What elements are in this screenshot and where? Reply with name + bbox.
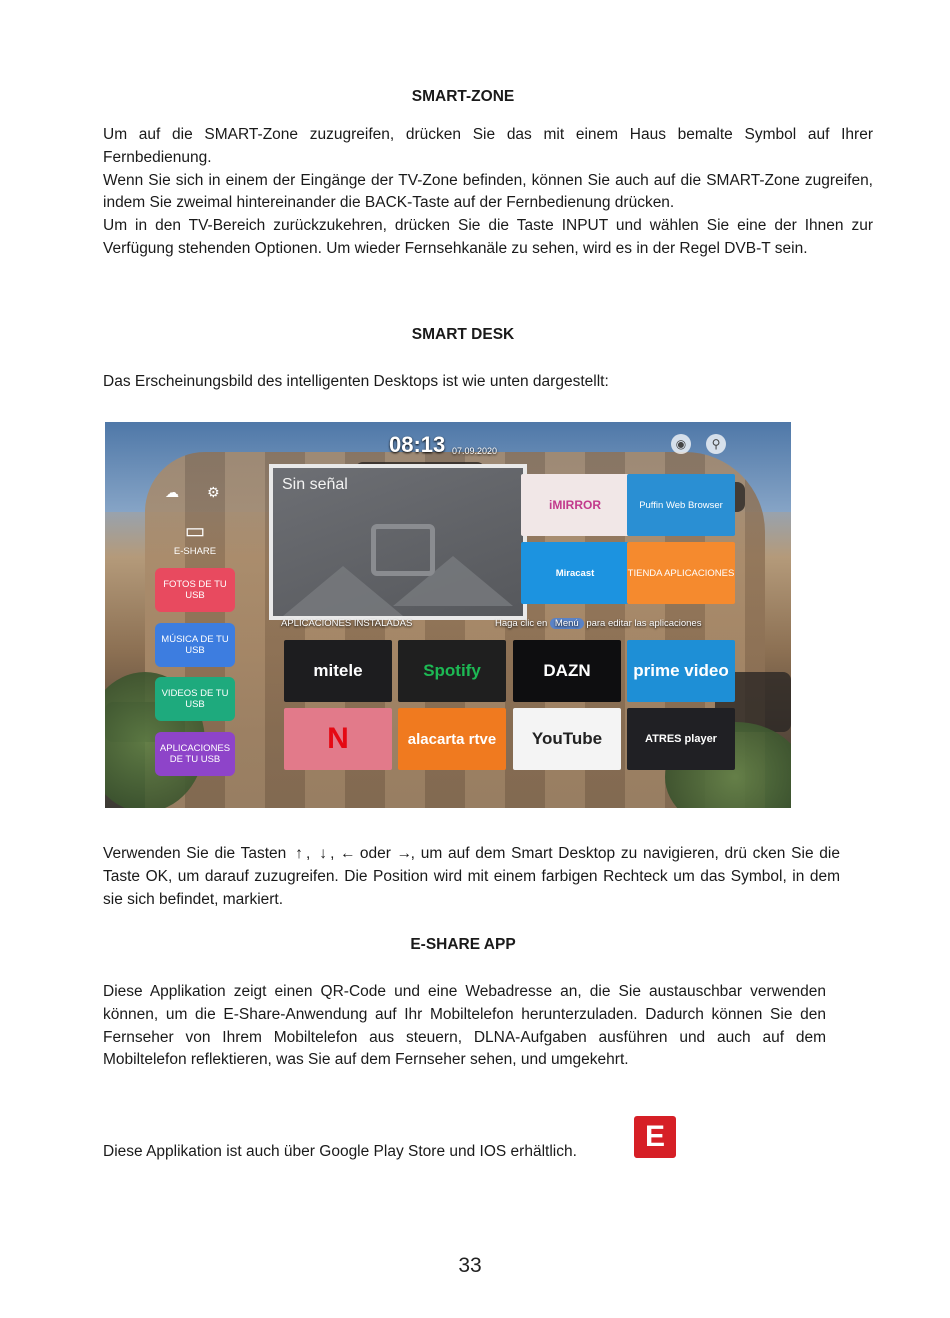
nav-post: , um auf dem Smart Desktop zu navigieren, drü cken Sie die Taste OK, um darauf zuzugreifen. Die Position wird mit einem farbigen Rechteck um das Symbol, in dem sie sich befindet, markiert.: [103, 845, 840, 908]
tv-icon: [371, 524, 435, 576]
miracast-label: Miracast: [555, 567, 595, 579]
dazn-label: DAZN: [543, 661, 591, 680]
preview-label: Sin señal: [282, 476, 348, 493]
page-number: 33: [458, 1254, 482, 1277]
or-word: oder: [359, 845, 391, 862]
eshare-label: E-SHARE: [173, 546, 217, 557]
arrow-up-icon: ↑: [295, 845, 303, 862]
navigation-text: [103, 843, 840, 911]
dazn-tile: [513, 640, 621, 702]
prime-video-label: prime video: [633, 661, 729, 680]
atres-label: ATRES player: [645, 732, 717, 745]
sep: ,: [306, 845, 311, 862]
puffin-tile: [627, 474, 735, 536]
menu-pill: Menú: [550, 618, 584, 629]
heading-eshare-app: E-SHARE APP: [410, 936, 516, 953]
netflix-label: N: [327, 722, 349, 755]
atres-player-tile: [627, 708, 735, 770]
sep: ,: [330, 845, 335, 862]
paragraph: Um in den TV-Bereich zurückzukehren, drücken Sie die Taste INPUT und wählen Sie eine der Ihnen zur Verfügung stehenden Optionen. Um wieder Fernsehkanäle zu sehen, wird es in der Regel DVB-T sein.: [103, 217, 873, 257]
smart-zone-text: [103, 124, 873, 261]
rtve-label: alacarta rtve: [407, 730, 497, 748]
nav-pre: Verwenden Sie die Tasten: [103, 845, 287, 862]
paragraph: Um auf die SMART-Zone zuzugreifen, drücken Sie das mit einem Haus bemalte Symbol auf Ihrer Fernbedienung.: [103, 126, 873, 166]
usb-apps-label: APLICACIONES DE TU USB: [159, 743, 231, 765]
arrow-left-icon: ←: [340, 845, 356, 862]
usb-photos-label: FOTOS DE TU USB: [163, 579, 227, 601]
usb-apps-button: [155, 732, 235, 776]
imirror-label: iMIRROR: [549, 498, 601, 512]
hint-post: para editar las aplicaciones: [586, 618, 702, 629]
mitele-tile: [284, 640, 392, 702]
miracast-tile: [521, 542, 629, 604]
eshare-description: Diese Applikation zeigt einen QR-Code und eine Webadresse an, die Sie austauschbar verwenden können, um die E-Share-Anwendung auf Ihr Mobiltelefon herunterzuladen. Dadurch können Sie den Fernseher von Ihrem Mobiltelefon aus steuern, DLNA-Aufgaben ausführen und auch auf dem Mobiltelefon reflektieren, was Sie auf dem Fernseher sehen, und umgekehrt.: [103, 983, 826, 1069]
app-store-label: TIENDA APLICACIONES: [627, 567, 735, 579]
clock-date: 07.09.2020: [452, 446, 498, 456]
eshare-app-icon: E: [634, 1116, 676, 1158]
netflix-tile: [284, 708, 392, 770]
usb-videos-label: VIDEOS DE TU USB: [161, 688, 229, 710]
smart-desk-intro: Das Erscheinungsbild des intelligenten Desktops ist wie unten dargestellt:: [103, 373, 609, 390]
gear-icon: ⚙: [207, 484, 220, 500]
cast-icon: ▭: [184, 518, 206, 543]
eshare-availability: Diese Applikation ist auch über Google Play Store und IOS erhältlich.: [103, 1143, 577, 1160]
spotify-label: Spotify: [423, 661, 481, 680]
mitele-label: mitele: [313, 661, 363, 680]
settings-circle-icon: ◉: [671, 434, 691, 454]
puffin-label: Puffin Web Browser: [639, 499, 723, 511]
hint-pre: Haga clic en: [495, 618, 548, 629]
paragraph: Wenn Sie sich in einem der Eingänge der TV-Zone befinden, können Sie auch auf die SMART-Zone zugreifen, indem Sie zweimal hintereinander die BACK-Taste auf der Fernbedienung drücken.: [103, 171, 873, 212]
tv-preview-window: [269, 464, 527, 620]
usb-photos-button: [155, 568, 235, 612]
arrow-right-icon: →: [396, 845, 413, 862]
heading-smart-zone: SMART-ZONE: [411, 88, 515, 105]
youtube-tile: [513, 708, 621, 770]
heading-smart-desk: SMART DESK: [411, 326, 515, 343]
smart-desk-screenshot: [105, 422, 791, 808]
usb-music-label: MÚSICA DE TU USB: [161, 634, 229, 656]
youtube-label: YouTube: [531, 729, 603, 748]
prime-video-tile: [627, 640, 735, 702]
installed-apps-label: APLICACIONES INSTALADAS: [281, 618, 413, 629]
cloud-icon: ☁: [165, 484, 179, 500]
arrow-down-icon: ↓: [319, 845, 327, 862]
search-icon: ⚲: [706, 434, 726, 454]
usb-videos-button: [155, 677, 235, 721]
spotify-tile: [398, 640, 506, 702]
edit-apps-hint: [495, 618, 701, 629]
clock-time: 08:13: [389, 432, 446, 457]
usb-music-button: [155, 623, 235, 667]
rtve-tile: [398, 708, 506, 770]
app-store-tile: [627, 542, 735, 604]
imirror-tile: [521, 474, 629, 536]
